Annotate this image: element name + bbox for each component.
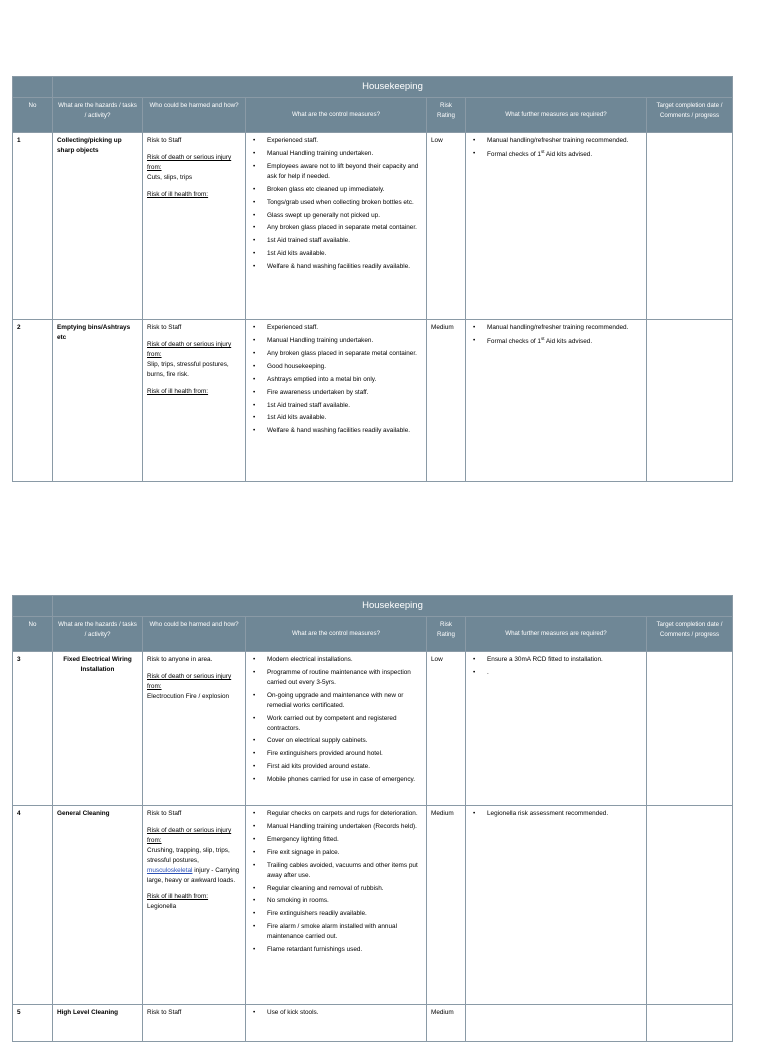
- control-item: • 1st Aid kits available.: [267, 249, 422, 259]
- control-item: • Welfare & hand washing facilities readily available.: [267, 426, 422, 436]
- header-no: No: [13, 98, 53, 133]
- further-item: • Formal checks of 1st Aid kits advised.: [487, 149, 642, 160]
- table-row: [13, 320, 733, 482]
- control-item: • Trailing cables avoided, vacuums and other items put away after use.: [267, 861, 422, 881]
- row-task: General Cleaning: [53, 806, 143, 1005]
- row-task: Collecting/picking up sharp objects: [53, 133, 143, 320]
- row-controls: [246, 806, 427, 1005]
- header-who: Who could be harmed and how?: [143, 617, 246, 652]
- control-item: • Fire extinguishers readily available.: [267, 909, 422, 919]
- row-number: 5: [13, 1005, 53, 1042]
- control-item: • On-going upgrade and maintenance with new or remedial works certificated.: [267, 691, 422, 711]
- table-row: [13, 652, 733, 806]
- control-item: • Glass swept up generally not picked up.: [267, 211, 422, 221]
- control-item: • Work carried out by competent and registered contractors.: [267, 714, 422, 734]
- death-detail-pre: Crushing, trapping, slip, trips, stressful postures,: [147, 846, 230, 864]
- ill-label: Risk of ill health from:: [147, 387, 209, 395]
- title-blank-cell: [13, 77, 53, 98]
- control-item: • Good housekeeping.: [267, 362, 422, 372]
- who-top: Risk to Staff: [147, 810, 182, 817]
- death-detail: Cuts, slips, trips: [147, 173, 193, 181]
- control-item: • Fire awareness undertaken by staff.: [267, 388, 422, 398]
- header-hazards: What are the hazards / tasks / activity?: [53, 98, 143, 133]
- death-label: Risk of death or serious injury from:: [147, 340, 232, 358]
- ill-label: Risk of ill health from:: [147, 893, 209, 901]
- header-further: What further measures are required?: [466, 98, 647, 133]
- further-item: • Manual handling/refresher training recommended.: [487, 136, 642, 146]
- row-target: [647, 1005, 733, 1042]
- table-row: [13, 133, 733, 320]
- control-item: • Cover on electrical supply cabinets.: [267, 736, 422, 746]
- header-controls: What are the control measures?: [246, 617, 427, 652]
- control-item: • Experienced staff.: [267, 136, 422, 146]
- header-rating: Risk Rating: [427, 617, 466, 652]
- control-item: • No smoking in rooms.: [267, 896, 422, 906]
- control-item: • 1st Aid trained staff available.: [267, 236, 422, 246]
- who-top: Risk to Staff: [147, 324, 182, 331]
- control-item: • Welfare & hand washing facilities readily available.: [267, 262, 422, 272]
- control-item: • Programme of routine maintenance with inspection carried out every 3-5yrs.: [267, 668, 422, 688]
- row-number: 4: [13, 806, 53, 1005]
- row-controls: [246, 320, 427, 482]
- control-item: • Modern electrical installations.: [267, 655, 422, 665]
- table-row: [13, 1005, 733, 1042]
- death-label: Risk of death or serious injury from:: [147, 153, 232, 171]
- header-no: No: [13, 617, 53, 652]
- header-target: Target completion date / Comments / progress: [647, 98, 733, 133]
- control-item: • Fire extinguishers provided around hotel.: [267, 749, 422, 759]
- who-top: Risk to Staff: [147, 1009, 182, 1016]
- row-target: [647, 133, 733, 320]
- row-task: Fixed Electrical Wiring Installation: [53, 652, 143, 806]
- death-detail: Slip, trips, stressful postures, burns, fire risk.: [147, 360, 229, 378]
- control-item: • Fire exit signage in palce.: [267, 848, 422, 858]
- row-controls: [246, 652, 427, 806]
- death-detail: [147, 846, 241, 886]
- row-task: High Level Cleaning: [53, 1005, 143, 1042]
- control-item: • Ashtrays emptied into a metal bin only.: [267, 375, 422, 385]
- row-who: [143, 133, 246, 320]
- row-who: [143, 320, 246, 482]
- row-rating: Low: [427, 133, 466, 320]
- control-item: • Manual Handling training undertaken (Records held).: [267, 822, 422, 832]
- row-controls: [246, 133, 427, 320]
- row-target: [647, 320, 733, 482]
- row-number: 2: [13, 320, 53, 482]
- death-detail: Electrocution Fire / explosion: [147, 692, 230, 700]
- control-item: • 1st Aid trained staff available.: [267, 401, 422, 411]
- further-item: • Legionella risk assessment recommended.: [487, 809, 642, 819]
- row-further: [466, 652, 647, 806]
- row-rating: Medium: [427, 320, 466, 482]
- who-top: Risk to anyone in area.: [147, 656, 213, 663]
- control-item: • 1st Aid kits available.: [267, 413, 422, 423]
- row-rating: Medium: [427, 1005, 466, 1042]
- further-item: • Formal checks of 1st Aid kits advised.: [487, 336, 642, 347]
- ill-label: Risk of ill health from:: [147, 190, 209, 198]
- row-who: [143, 806, 246, 1005]
- ill-detail: Legionella: [147, 903, 177, 911]
- control-item: • Flame retardant furnishings used.: [267, 945, 422, 955]
- header-controls: What are the control measures?: [246, 98, 427, 133]
- control-item: • Any broken glass placed in separate metal container.: [267, 349, 422, 359]
- death-label: Risk of death or serious injury from:: [147, 826, 232, 844]
- who-top: Risk to Staff: [147, 137, 182, 144]
- control-item: • Employees aware not to lift beyond their capacity and ask for help if needed.: [267, 162, 422, 182]
- row-number: 1: [13, 133, 53, 320]
- risk-table-2: [12, 595, 733, 1042]
- control-item: • Any broken glass placed in separate metal container.: [267, 223, 422, 233]
- death-detail-post: injury - Carrying large, heavy or awkward loads.: [147, 866, 240, 884]
- control-item: • Tongs/grab used when collecting broken bottles etc.: [267, 198, 422, 208]
- row-who: [143, 1005, 246, 1042]
- header-target: Target completion date / Comments / progress: [647, 617, 733, 652]
- row-further: [466, 806, 647, 1005]
- control-item: • Regular checks on carpets and rugs for deterioration.: [267, 809, 422, 819]
- row-target: [647, 652, 733, 806]
- row-target: [647, 806, 733, 1005]
- control-item: • Mobile phones carried for use in case of emergency.: [267, 775, 422, 785]
- header-further: What further measures are required?: [466, 617, 647, 652]
- row-further: [466, 320, 647, 482]
- control-item: • Experienced staff.: [267, 323, 422, 333]
- row-further: [466, 133, 647, 320]
- control-item: • Broken glass etc cleaned up immediately.: [267, 185, 422, 195]
- death-label: Risk of death or serious injury from:: [147, 672, 232, 690]
- control-item: • Manual Handling training undertaken.: [267, 149, 422, 159]
- control-item: • Manual Handling training undertaken.: [267, 336, 422, 346]
- header-who: Who could be harmed and how?: [143, 98, 246, 133]
- row-who: [143, 652, 246, 806]
- control-item: • Regular cleaning and removal of rubbish.: [267, 884, 422, 894]
- risk-table-1: [12, 76, 733, 482]
- row-rating: Medium: [427, 806, 466, 1005]
- further-item: • .: [487, 668, 642, 678]
- control-item: • Emergency lighting fitted.: [267, 835, 422, 845]
- table-row: [13, 806, 733, 1005]
- row-further: [466, 1005, 647, 1042]
- row-rating: Low: [427, 652, 466, 806]
- control-item: • First aid kits provided around estate.: [267, 762, 422, 772]
- title-blank-cell: [13, 596, 53, 617]
- row-task: Emptying bins/Ashtrays etc: [53, 320, 143, 482]
- row-number: 3: [13, 652, 53, 806]
- musculoskeletal-link[interactable]: musculoskeletal: [147, 866, 193, 874]
- section-title: Housekeeping: [53, 77, 733, 98]
- further-item: • Ensure a 30mA RCD fitted to installation.: [487, 655, 642, 665]
- row-controls: [246, 1005, 427, 1042]
- control-item: • Use of kick stools.: [267, 1008, 422, 1018]
- section-title: Housekeeping: [53, 596, 733, 617]
- control-item: • Fire alarm / smoke alarm installed with annual maintenance carried out.: [267, 922, 422, 942]
- header-rating: Risk Rating: [427, 98, 466, 133]
- header-hazards: What are the hazards / tasks / activity?: [53, 617, 143, 652]
- further-item: • Manual handling/refresher training recommended.: [487, 323, 642, 333]
